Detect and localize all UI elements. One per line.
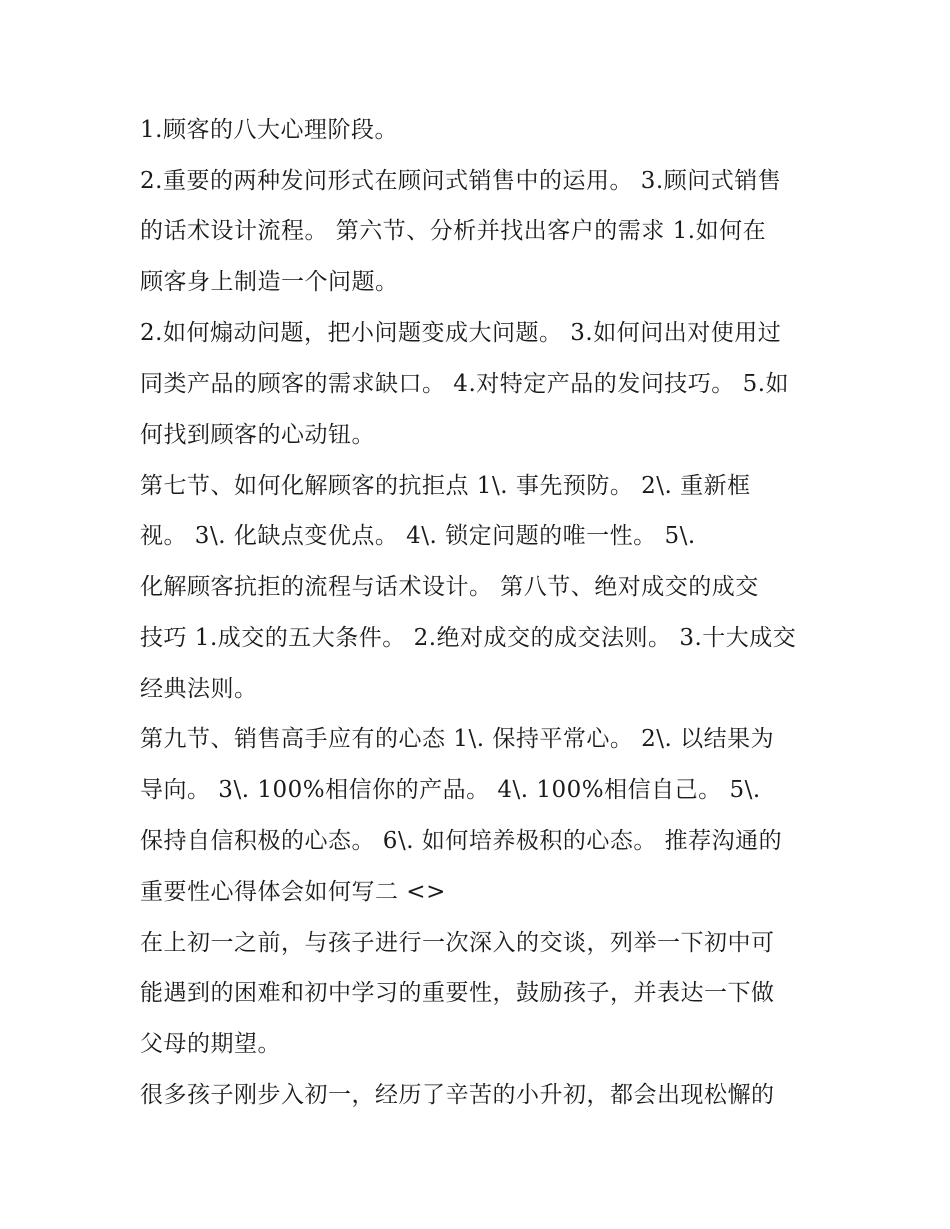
text-line: 1.顾客的八大心理阶段。 — [140, 117, 398, 143]
text-line: 能遇到的困难和初中学习的重要性，鼓励孩子，并表达一下做 — [140, 980, 775, 1006]
text-line: 化解顾客抗拒的流程与话术设计。 第八节、绝对成交的成交 — [140, 574, 759, 600]
text-line: 视。 3\. 化缺点变优点。 4\. 锁定问题的唯一性。 5\. — [140, 523, 696, 549]
text-line: 的话术设计流程。 第六节、分析并找出客户的需求 1.如何在 — [140, 218, 767, 244]
text-line: 何找到顾客的心动钮。 — [140, 422, 375, 448]
text-line: 同类产品的顾客的需求缺口。 4.对特定产品的发问技巧。 5.如 — [140, 371, 790, 397]
text-line: 2.重要的两种发问形式在顾问式销售中的运用。 3.顾问式销售 — [140, 168, 782, 194]
text-line: 保持自信积极的心态。 6\. 如何培养极积的心态。 推荐沟通的 — [140, 828, 783, 854]
text-line: 经典法则。 — [140, 676, 258, 702]
text-line: 导向。 3\. 100%相信你的产品。 4\. 100%相信自己。 5\. — [140, 777, 761, 803]
text-line: 第七节、如何化解顾客的抗拒点 1\. 事先预防。 2\. 重新框 — [140, 473, 751, 499]
text-line: 技巧 1.成交的五大条件。 2.绝对成交的成交法则。 3.十大成交 — [140, 625, 797, 651]
text-line: 在上初一之前，与孩子进行一次深入的交谈，列举一下初中可 — [140, 930, 775, 956]
text-line: 很多孩子刚步入初一，经历了辛苦的小升初，都会出现松懈的 — [140, 1082, 775, 1108]
text-line: 重要性心得体会如何写二 <> — [140, 879, 446, 905]
text-line: 顾客身上制造一个问题。 — [140, 269, 399, 295]
text-line: 2.如何煽动问题，把小问题变成大问题。 3.如何问出对使用过 — [140, 320, 782, 346]
text-line: 父母的期望。 — [140, 1031, 281, 1057]
text-line: 第九节、销售高手应有的心态 1\. 保持平常心。 2\. 以结果为 — [140, 726, 775, 752]
